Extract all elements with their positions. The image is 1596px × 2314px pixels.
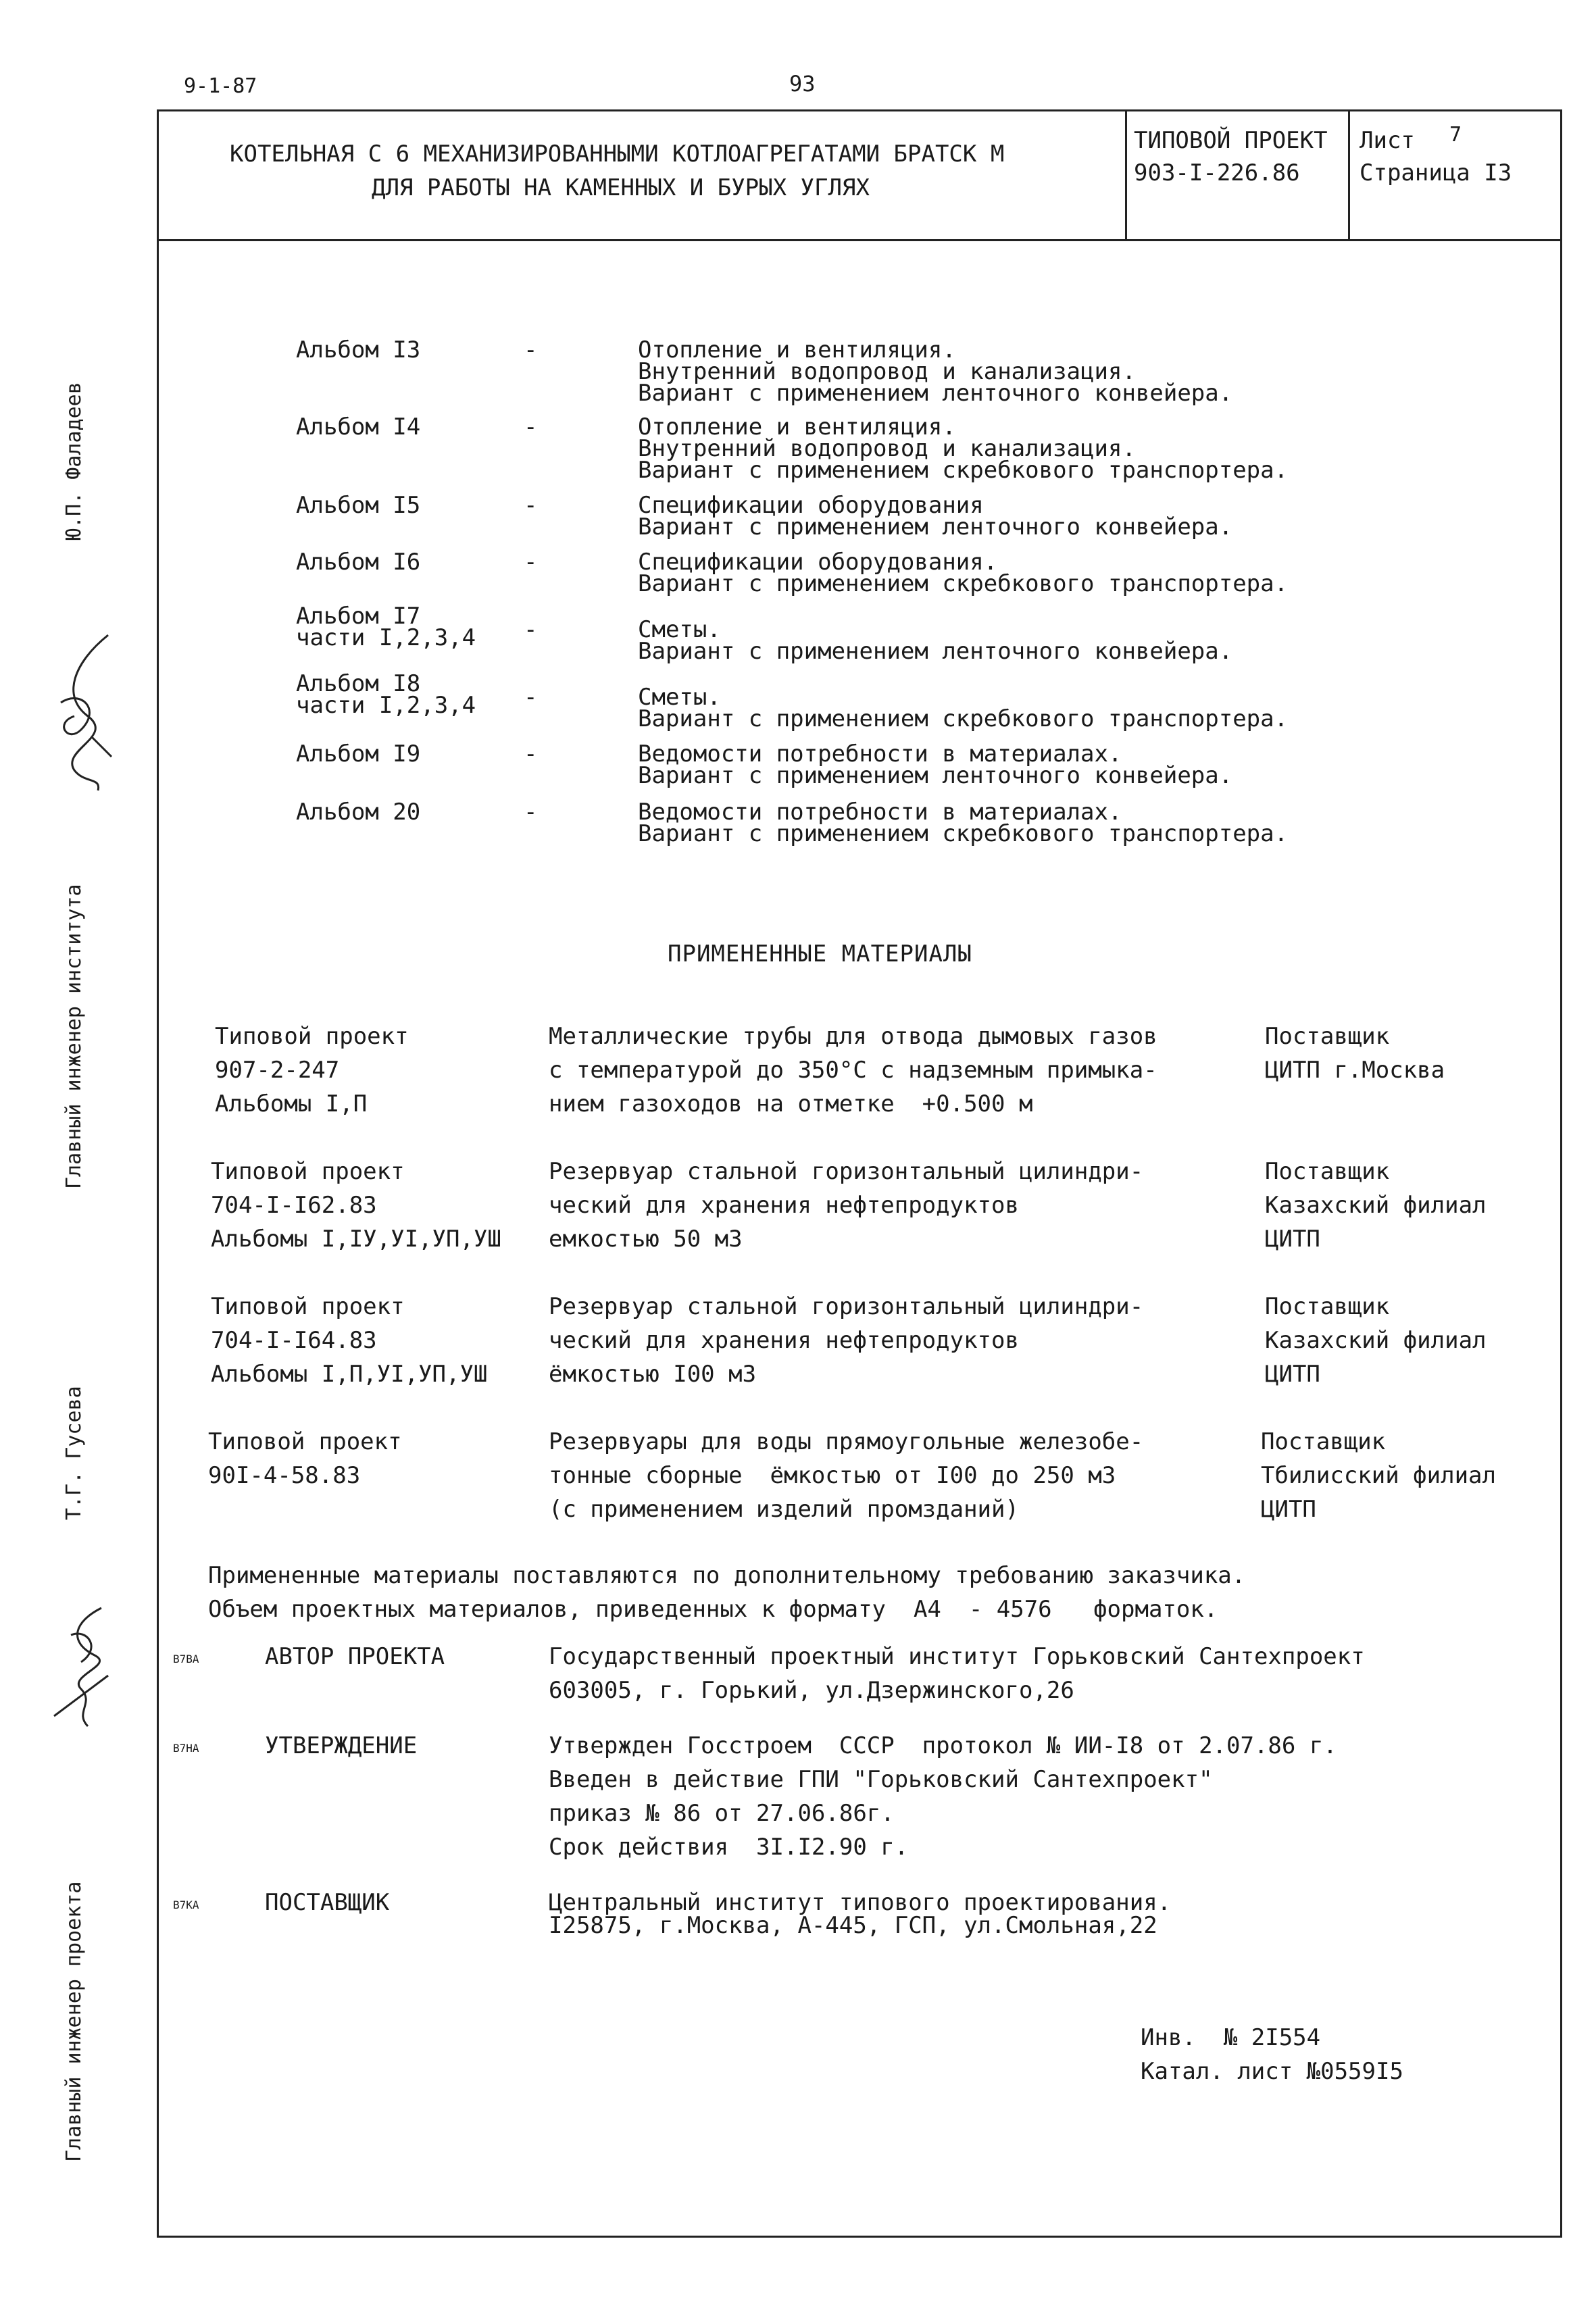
album-dash: - xyxy=(524,413,538,441)
top-code: 9-1-87 xyxy=(184,74,257,98)
header-divider xyxy=(157,239,1562,241)
album-name: Альбом 20 xyxy=(296,799,421,826)
credit-code: В7КА xyxy=(173,1898,199,1911)
side-person-2: Т.Г. Гусева xyxy=(62,1386,86,1520)
album-line: Вариант с применением ленточного конвейера. xyxy=(638,380,1233,407)
material-supplier: ЦИТП xyxy=(1261,1496,1316,1523)
material-supplier: Поставщик xyxy=(1265,1293,1390,1320)
material-project: 704-I-I62.83 xyxy=(211,1192,377,1219)
material-project: 704-I-I64.83 xyxy=(211,1327,377,1354)
sheet-value: 7 xyxy=(1449,123,1462,147)
credit-line: Центральный институт типового проектирования. xyxy=(549,1889,1172,1916)
album-line: Отопление и вентиляция. xyxy=(638,336,956,363)
album-line: Спецификации оборудования. xyxy=(638,549,998,576)
material-description: тонные сборные ёмкостью от I00 до 250 м3 xyxy=(549,1462,1116,1489)
album-line: Отопление и вентиляция. xyxy=(638,413,956,441)
credit-line: 603005, г. Горький, ул.Дзержинского,26 xyxy=(549,1677,1074,1704)
signature-1-icon xyxy=(34,622,128,797)
album-line: Спецификации оборудования xyxy=(638,492,984,519)
album-line: Ведомости потребности в материалах. xyxy=(638,740,1122,768)
material-project: Альбомы I,IУ,УI,УП,УШ xyxy=(211,1226,501,1253)
material-project: Типовой проект xyxy=(208,1428,402,1455)
note-line: Объем проектных материалов, приведенных к формату А4 - 4576 форматок. xyxy=(208,1596,1218,1623)
album-name: Альбом I9 xyxy=(296,740,421,768)
material-supplier: ЦИТП xyxy=(1265,1361,1320,1388)
material-project: 907-2-247 xyxy=(215,1057,340,1084)
credit-line: I25875, г.Москва, А-445, ГСП, ул.Смольная,22 xyxy=(549,1912,1157,1939)
album-dash: - xyxy=(524,616,538,643)
material-description: Металлические трубы для отвода дымовых газов xyxy=(549,1023,1157,1050)
material-supplier: Поставщик xyxy=(1265,1023,1390,1050)
album-dash: - xyxy=(524,799,538,826)
material-description: Резервуары для воды прямоугольные железобе- xyxy=(549,1428,1144,1455)
album-name: Альбом I6 xyxy=(296,549,421,576)
material-description: ёмкостью I00 м3 xyxy=(549,1361,757,1388)
album-line: Вариант с применением ленточного конвейера. xyxy=(638,638,1233,665)
sheet-label: Лист xyxy=(1360,127,1415,154)
title-line-2: ДЛЯ РАБОТЫ НА КАМЕННЫХ И БУРЫХ УГЛЯХ xyxy=(372,174,870,201)
material-supplier: Тбилисский филиал xyxy=(1261,1462,1496,1489)
title-line-1: КОТЕЛЬНАЯ С 6 МЕХАНИЗИРОВАННЫМИ КОТЛОАГРЕГАТАМИ БРАТСК М xyxy=(230,141,1005,168)
material-description: емкостью 50 м3 xyxy=(549,1226,743,1253)
material-supplier: Казахский филиал xyxy=(1265,1192,1487,1219)
material-description: Резервуар стальной горизонтальный цилиндри- xyxy=(549,1158,1144,1185)
album-dash: - xyxy=(524,492,538,519)
material-description: с температурой до 350°С с надземным примыка- xyxy=(549,1057,1157,1084)
album-line: Сметы. xyxy=(638,616,721,643)
material-project: Типовой проект xyxy=(211,1158,405,1185)
album-name: Альбом I7 части I,2,3,4 xyxy=(296,603,476,651)
project-label: ТИПОВОЙ ПРОЕКТ xyxy=(1134,127,1328,154)
album-name: Альбом I5 xyxy=(296,492,421,519)
credit-label: АВТОР ПРОЕКТА xyxy=(265,1643,445,1670)
credit-label: УТВЕРЖДЕНИЕ xyxy=(265,1732,418,1759)
album-line: Вариант с применением скребкового транспортера. xyxy=(638,705,1289,732)
material-description: ческий для хранения нефтепродуктов xyxy=(549,1327,1019,1354)
page-label: Страница I3 xyxy=(1360,159,1512,186)
credit-code: В7ВА xyxy=(173,1653,199,1665)
album-line: Внутренний водопровод и канализация. xyxy=(638,358,1136,385)
materials-heading: ПРИМЕНЕННЫЕ МАТЕРИАЛЫ xyxy=(668,940,972,967)
material-project: Альбомы I,П xyxy=(215,1090,368,1117)
signature-2-icon xyxy=(34,1594,128,1736)
catalog-sheet: Катал. лист №0559I5 xyxy=(1141,2058,1403,2085)
credit-line: Введен в действие ГПИ "Горьковский Сантехпроект" xyxy=(549,1766,1213,1793)
material-project: 90I-4-58.83 xyxy=(208,1462,361,1489)
side-role-1: Главный инженер института xyxy=(62,884,86,1189)
album-line: Вариант с применением скребкового транспортера. xyxy=(638,820,1289,847)
album-line: Вариант с применением скребкового транспортера. xyxy=(638,570,1289,597)
side-person-1: Ю.П. Фаладеев xyxy=(62,382,86,540)
material-description: ческий для хранения нефтепродуктов xyxy=(549,1192,1019,1219)
album-line: Вариант с применением ленточного конвейера. xyxy=(638,762,1233,789)
material-supplier: ЦИТП xyxy=(1265,1226,1320,1253)
project-number: 903-I-226.86 xyxy=(1134,159,1300,186)
album-line: Внутренний водопровод и канализация. xyxy=(638,435,1136,462)
album-dash: - xyxy=(524,684,538,711)
material-supplier: Поставщик xyxy=(1261,1428,1386,1455)
credit-line: Утвержден Госстроем СССР протокол № ИИ-I8 от 2.07.86 г. xyxy=(549,1732,1337,1759)
album-line: Ведомости потребности в материалах. xyxy=(638,799,1122,826)
material-project: Типовой проект xyxy=(211,1293,405,1320)
header-separator-1 xyxy=(1125,109,1127,239)
album-name: Альбом I8 части I,2,3,4 xyxy=(296,670,476,719)
album-dash: - xyxy=(524,336,538,363)
header-separator-2 xyxy=(1348,109,1350,239)
album-name: Альбом I3 xyxy=(296,336,421,363)
side-role-2: Главный инженер проекта xyxy=(62,1881,86,2162)
material-description: (с применением изделий промзданий) xyxy=(549,1496,1019,1523)
album-name: Альбом I4 xyxy=(296,413,421,441)
album-line: Сметы. xyxy=(638,684,721,711)
album-dash: - xyxy=(524,740,538,768)
note-line: Примененные материалы поставляются по дополнительному требованию заказчика. xyxy=(208,1562,1246,1589)
credit-line: Государственный проектный институт Горьковский Сантехпроект xyxy=(549,1643,1365,1670)
credit-line: Срок действия 3I.I2.90 г. xyxy=(549,1834,909,1861)
inventory-number: Инв. № 2I554 xyxy=(1141,2024,1321,2051)
material-supplier: Казахский филиал xyxy=(1265,1327,1487,1354)
material-supplier: Поставщик xyxy=(1265,1158,1390,1185)
album-line: Вариант с применением скребкового транспортера. xyxy=(638,457,1289,484)
album-dash: - xyxy=(524,549,538,576)
material-project: Типовой проект xyxy=(215,1023,409,1050)
credit-line: приказ № 86 от 27.06.86г. xyxy=(549,1800,895,1827)
material-project: Альбомы I,П,УI,УП,УШ xyxy=(211,1361,488,1388)
credit-code: В7НА xyxy=(173,1742,199,1755)
material-description: нием газоходов на отметке +0.500 м xyxy=(549,1090,1033,1117)
album-line: Вариант с применением ленточного конвейера. xyxy=(638,513,1233,540)
page-number: 93 xyxy=(789,71,816,97)
credit-label: ПОСТАВЩИК xyxy=(265,1889,390,1916)
material-supplier: ЦИТП г.Москва xyxy=(1265,1057,1445,1084)
material-description: Резервуар стальной горизонтальный цилиндри- xyxy=(549,1293,1144,1320)
stamp-border xyxy=(157,878,159,1432)
